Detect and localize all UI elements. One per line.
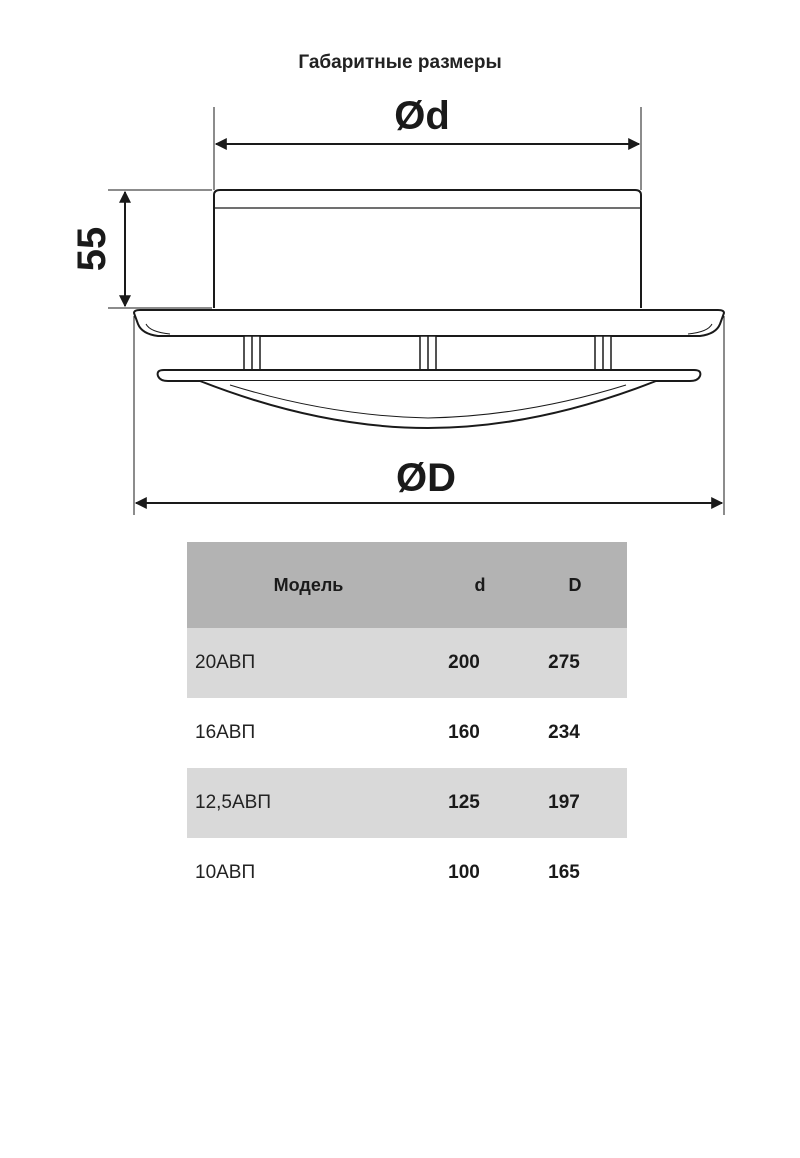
flange: [134, 310, 724, 336]
row-model: 16АВП: [195, 722, 256, 743]
header-model: Модель: [273, 574, 344, 595]
inner-diameter-label: Ød: [394, 94, 450, 138]
row-model: 10АВП: [195, 862, 256, 883]
table-row: [187, 698, 627, 768]
row-D: 197: [548, 792, 580, 813]
dimensions-table: [187, 542, 627, 908]
spacer-posts: [244, 336, 611, 370]
row-D: 234: [548, 722, 580, 743]
row-model: 12,5АВП: [195, 792, 271, 813]
valve-disc-rim: [158, 370, 701, 381]
table-row: [187, 768, 627, 838]
table-header-row: [187, 542, 627, 628]
row-model: 20АВП: [195, 652, 256, 673]
row-d: 125: [448, 792, 480, 813]
row-D: 275: [548, 652, 580, 673]
row-d: 100: [448, 862, 480, 883]
table-row: [187, 838, 627, 908]
outer-diameter-label: ØD: [396, 456, 456, 500]
row-d: 200: [448, 652, 480, 673]
row-D: 165: [548, 862, 580, 883]
height-label: 55: [70, 226, 114, 272]
table-row: [187, 628, 627, 698]
valve-disc-dome: [200, 381, 656, 428]
header-D: D: [568, 574, 582, 595]
page-title: Габаритные размеры: [298, 52, 502, 73]
dimension-drawing: [0, 0, 800, 540]
header-d: d: [474, 574, 486, 595]
row-d: 160: [448, 722, 480, 743]
